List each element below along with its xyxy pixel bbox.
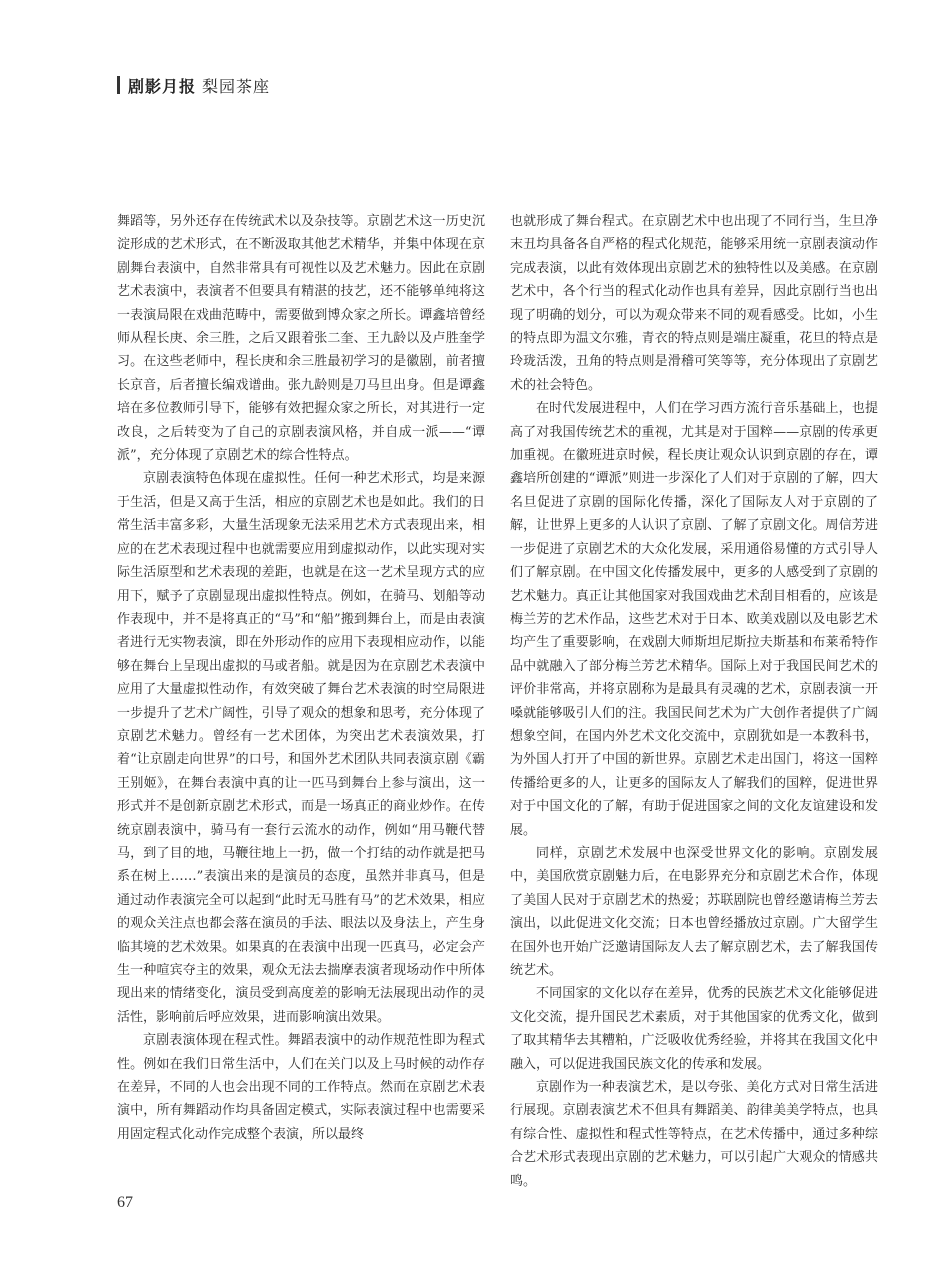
paragraph: 同样，京剧艺术发展中也深受世界文化的影响。京剧发展中，美国欣赏京剧魅力后，在电影界充分和京剧艺术合作，体现了美国人民对于京剧艺术的热爱；苏联剧院也曾经邀请梅兰芳去演出，以此促进文化交流；日本也曾经播放过京剧。广大留学生在国外也开始广泛邀请国际友人去了解京剧艺术，去了解我国传统艺术。	[510, 845, 878, 978]
header-divider-bar	[117, 76, 120, 94]
column-name: 梨园茶座	[202, 76, 271, 96]
paragraph: 京剧表演特色体现在虚拟性。任何一种艺术形式，均是来源于生活，但是又高于生活，相应的京剧艺术也是如此。我们的日常生活丰富多彩，大量生活现象无法采用艺术方式表现出来，相应的在艺术表现过程中也就需要应用到虚拟动作，以此实现对实际生活原型和艺术表现的差距，也就是在这一艺术呈现方式的应用下，赋予了京剧显现出虚拟性特点。例如，在骑马、划船等动作表现中，并不是将真正的“马”和“船”搬到舞台上，而是由表演者进行无实物表演，即在外形动作的应用下表现相应动作，以能够在舞台上呈现出虚拟的马或者船。就是因为在京剧艺术表演中应用了大量虚拟性动作，有效突破了舞台艺术表演的时空局限进一步提升了艺术广阔性，引导了观众的想象和思考，充分体现了京剧艺术魅力。曾经有一艺术团体，为突出艺术表演效果，打着“让京剧走向世界”的口号，和国外艺术团队共同表演京剧《霸王别姬》，在舞台表演中真的让一匹马到舞台上参与演出，这一形式并不是创新京剧艺术形式，而是一场真正的商业炒作。在传统京剧表演中，骑马有一套行云流水的动作，例如“用马鞭代替马，到了目的地，马鞭往地上一扔，做一个打结的动作就是把马系在树上……”表演出来的是演员的态度，虽然并非真马，但是通过动作表演完全可以起到“此时无马胜有马”的艺术效果，相应的观众关注点也都会落在演员的手法、眼法以及身法上，产生身临其境的艺术效果。如果真的在表演中出现一匹真马，必定会产生一种喧宾夺主的效果，观众无法去揣摩表演者现场动作中所体现出来的情绪变化，演员受到高度差的影响无法展现出动作的灵活性，影响前后呼应效果，进而影响演出效果。	[117, 471, 485, 1025]
paragraph-continued: 也就形成了舞台程式。在京剧艺术中也出现了不同行当，生旦净末丑均具备各自严格的程式化规范，能够采用统一京剧表演动作完成表演，以此有效体现出京剧艺术的独特性以及美感。在京剧艺术中，各个行当的程式化动作也具有差异，因此京剧行当也出现了明确的划分，可以为观众带来不同的观看感受。比如，小生的特点即为温文尔雅，青衣的特点则是端庄凝重，花旦的特点是玲珑活泼，丑角的特点则是滑稽可笑等等，充分体现出了京剧艺术的社会特色。	[510, 214, 878, 393]
paragraph-continued: 舞蹈等，另外还存在传统武术以及杂技等。京剧艺术这一历史沉淀形成的艺术形式，在不断汲取其他艺术精华，并集中体现在京剧舞台表演中，自然非常具有可视性以及艺术魅力。因此在京剧艺术表演中，表演者不但要具有精湛的技艺，还不能够单纯将这一表演局限在戏曲范畴中，需要做到博众家之所长。谭鑫培曾经师从程长庚、余三胜，之后又跟着张二奎、王九龄以及卢胜奎学习。在这些老师中，程长庚和余三胜最初学习的是徽剧，前者擅长京音，后者擅长编戏谱曲。张九龄则是刀马旦出身。但是谭鑫培在多位教师引导下，能够有效把握众家之所长，对其进行一定改良，之后转变为了自己的京剧表演风格，并自成一派——“谭派”，充分体现了京剧艺术的综合性特点。	[117, 214, 485, 464]
paragraph: 不同国家的文化以存在差异，优秀的民族艺术文化能够促进文化交流，提升国民艺术素质，对于其他国家的优秀文化，做到了取其精华去其糟粕，广泛吸收优秀经验，并将其在我国文化中融入，可以促进我国民族文化的传承和发展。	[510, 986, 878, 1072]
paragraph: 在时代发展进程中，人们在学习西方流行音乐基础上，也提高了对我国传统艺术的重视，尤其是对于国粹——京剧的传承更加重视。在徽班进京时候，程长庚让观众认识到京剧的存在，谭鑫培所创建的“谭派”则进一步深化了人们对于京剧的了解，四大名旦促进了京剧的国际化传播，深化了国际友人对于京剧的了解，让世界上更多的人认识了京剧、了解了京剧文化。周信芳进一步促进了京剧艺术的大众化发展，采用通俗易懂的方式引导人们了解京剧。在中国文化传播发展中，更多的人感受到了京剧的艺术魅力。真正让其他国家对我国戏曲艺术刮目相看的，应该是梅兰芳的艺术作品，这些艺术对于日本、欧美戏剧以及电影艺术均产生了重要影响，在戏剧大师斯坦尼斯拉夫斯基和布莱希特作品中就融入了部分梅兰芳艺术精华。国际上对于我国民间艺术的评价非常高，并将京剧称为是最具有灵魂的艺术，京剧表演一开嗓就能够吸引人们的注。我国民间艺术为广大创作者提供了广阔想象空间，在国内外艺术文化交流中，京剧犹如是一本教科书，为外国人打开了中国的新世界。京剧艺术走出国门，将这一国粹传播给更多的人，让更多的国际友人了解我们的国粹，促进世界对于中国文化的了解，有助于促进国家之间的文化友谊建设和发展。	[510, 401, 878, 838]
right-column	[510, 210, 878, 1193]
left-column	[117, 210, 485, 1146]
paragraph: 京剧表演体现在程式性。舞蹈表演中的动作规范性即为程式性。例如在我们日常生活中，人们在关门以及上马时候的动作存在差异，不同的人也会出现不同的工作特点。然而在京剧艺术表演中，所有舞蹈动作均具备固定模式，实际表演过程中也需要采用固定程式化动作完成整个表演，所以最终	[117, 1033, 485, 1142]
paragraph: 京剧作为一种表演艺术，是以夸张、美化方式对日常生活进行展现。京剧表演艺术不但具有舞蹈美、韵律美美学特点，也具有综合性、虚拟性和程式性等特点，在艺术传播中，通过多种综合艺术形式表现出京剧的艺术魅力，可以引起广大观众的情感共鸣。	[510, 1080, 878, 1189]
page-number: 67	[117, 1194, 133, 1211]
running-header	[117, 72, 270, 98]
journal-name: 剧影月报	[128, 76, 197, 96]
